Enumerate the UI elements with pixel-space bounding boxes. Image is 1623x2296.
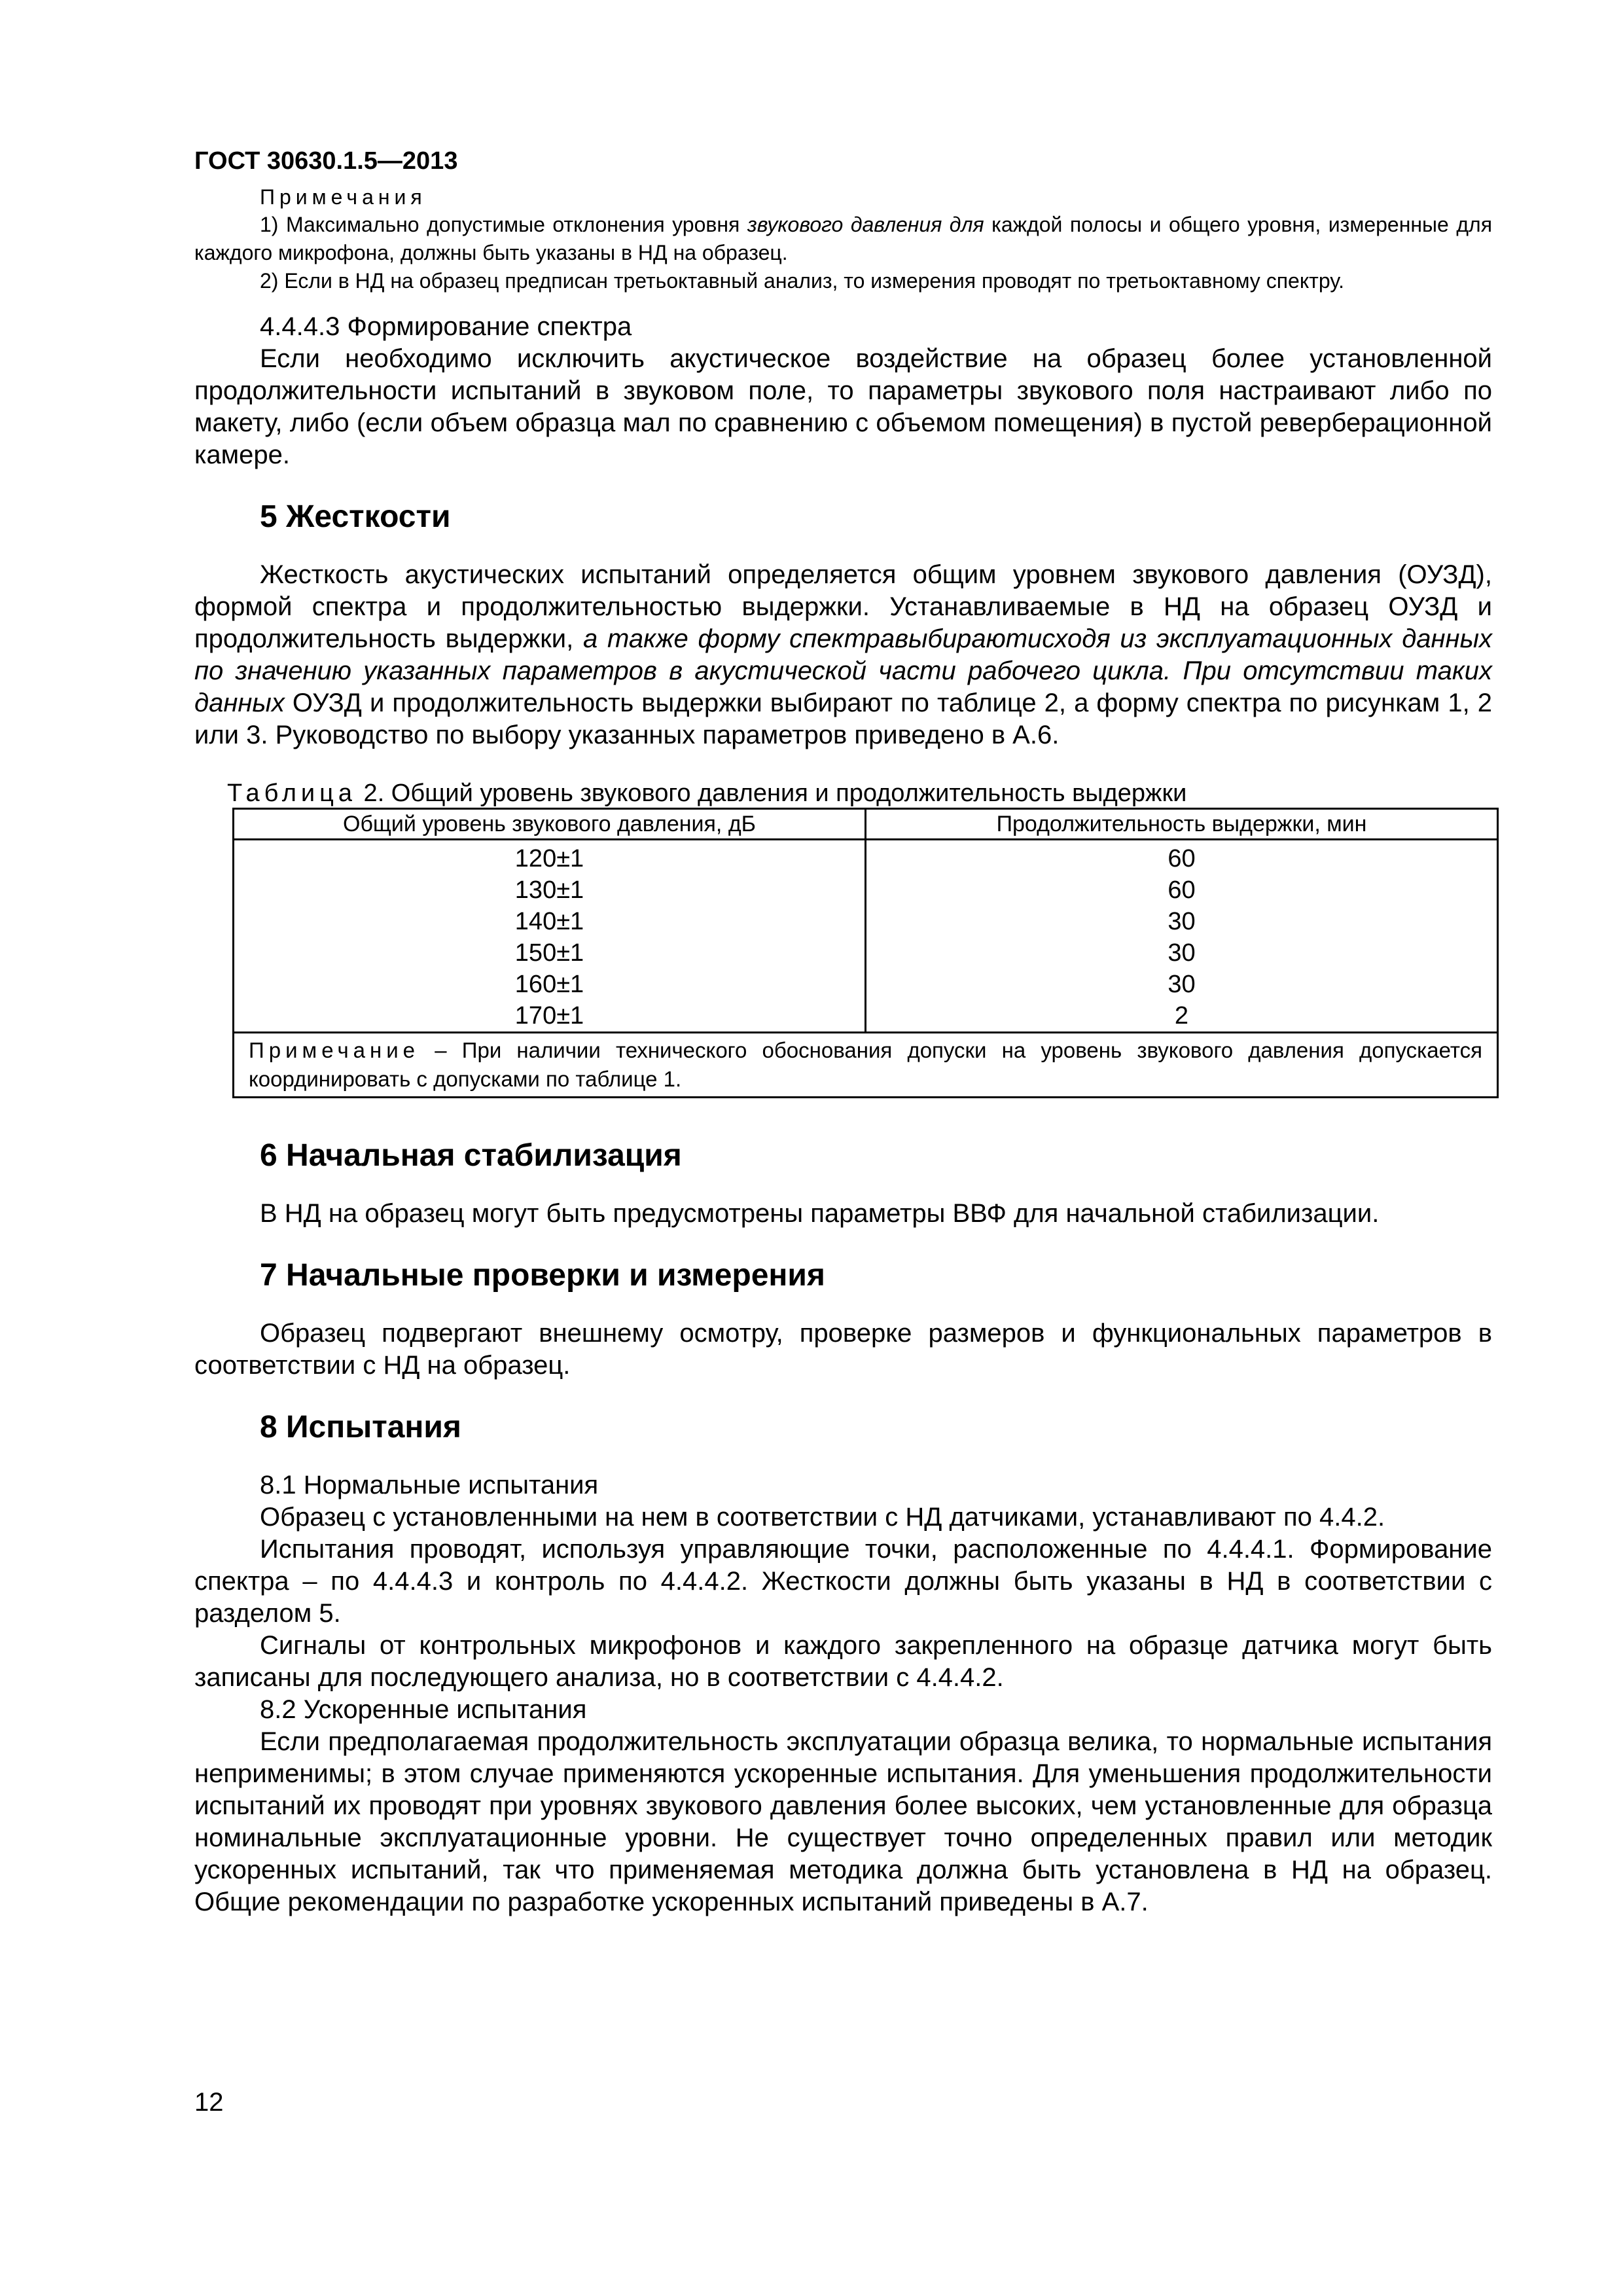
section-6-paragraph: В НД на образец могут быть предусмотрены параметры ВВФ для начальной стабилизации. xyxy=(260,1199,1380,1228)
section-7-heading: 7 Начальные проверки и измерения xyxy=(260,1258,825,1293)
page-number: 12 xyxy=(194,2088,224,2117)
table-cell-duration: 2 xyxy=(866,1000,1498,1033)
notes-title: Примечания xyxy=(260,185,427,209)
section-6-heading: 6 Начальная стабилизация xyxy=(260,1138,682,1173)
table-cell-level: 150±1 xyxy=(234,937,866,969)
table-row xyxy=(234,969,1498,1000)
clause-4443-title: 4.4.4.3 Формирование спектра xyxy=(260,312,632,341)
document-header: ГОСТ 30630.1.5—2013 xyxy=(194,147,458,175)
table-cell-level: 120±1 xyxy=(234,840,866,875)
clause-82-title: 8.2 Ускоренные испытания xyxy=(260,1695,587,1724)
table-cell-duration: 60 xyxy=(866,874,1498,906)
clause-4443-text: Если необходимо исключить акустическое воздействие на образец более установленной продолжительности испытаний в звуковом поле, то параметры звукового поля настраивают либо по макету, либо (если объем образца мал по сравнению с объемом помещения) в пустой реверберационной камере. xyxy=(194,344,1492,469)
section-5-paragraph: Жесткость акустических испытаний определяется общим уровнем звукового давления (ОУЗД), формой спектра и продолжительностью выдержки. Устанавливаемые в НД на образец ОУЗД и продолжительность выдержки, а также форму спектравыбираютисходя из эксплуатационных данных по значению указанных параметров в акустической части рабочего цикла. При отсутствии таких данных ОУЗД и продолжительность выдержки выбирают по таблице 2, а форму спектра по рисункам 1, 2 или 3. Руководство по выбору указанных параметров приведено в А.6. xyxy=(194,560,1493,749)
table-cell-level: 160±1 xyxy=(234,969,866,1000)
section-8-p4: Если предполагаемая продолжительность эксплуатации образца велика, то нормальные испытания неприменимы; в этом случае применяются ускоренные испытания. Для уменьшения продолжительности испытаний их проводят при уровнях звукового давления более высоких, чем установленные для образца номинальные эксплуатационные уровни. Не существует точно определенных правил или методик ускоренных испытаний, так что применяемая методика должна быть установлена в НД на образец. Общие рекомендации по разработке ускоренных испытаний приведены в А.7. xyxy=(194,1727,1492,1916)
table-row xyxy=(234,874,1498,906)
table-cell-level: 170±1 xyxy=(234,1000,866,1033)
section-8-p3: Сигналы от контрольных микрофонов и каждого закрепленного на образце датчика могут быть записаны для последующего анализа, но в соответствии с 4.4.4.2. xyxy=(194,1631,1492,1692)
table-row xyxy=(234,906,1498,937)
table-cell-level: 140±1 xyxy=(234,906,866,937)
table-cell-duration: 30 xyxy=(866,937,1498,969)
section-7-paragraph: Образец подвергают внешнему осмотру, проверке размеров и функциональных параметров в соответствии с НД на образец. xyxy=(194,1319,1492,1380)
clause-81-title: 8.1 Нормальные испытания xyxy=(260,1471,599,1499)
note-2: 2) Если в НД на образец предписан третьоктавный анализ, то измерения проводят по третьоктавному спектру. xyxy=(260,269,1344,293)
document-page xyxy=(194,147,1492,1918)
note-1: 1) Максимально допустимые отклонения уровня звукового давления для каждой полосы и общего уровня, измеренные для каждого микрофона, должны быть указаны в НД на образец. xyxy=(194,213,1493,264)
table-cell-duration: 60 xyxy=(866,840,1498,875)
table-cell-duration: 30 xyxy=(866,969,1498,1000)
table-2 xyxy=(232,808,1499,1098)
table-row xyxy=(234,840,1498,875)
table-row xyxy=(234,937,1498,969)
section-5-heading: 5 Жесткости xyxy=(260,499,451,534)
table-2-col-level: Общий уровень звукового давления, дБ xyxy=(234,809,866,840)
section-8-p1: Образец с установленными на нем в соответствии с НД датчиками, устанавливают по 4.4.2. xyxy=(260,1503,1385,1532)
table-cell-level: 130±1 xyxy=(234,874,866,906)
table-2-caption: Таблица 2. Общий уровень звукового давления и продолжительность выдержки xyxy=(227,780,1187,807)
table-2-note: Примечание – При наличии технического обоснования допуски на уровень звукового давления допускается координировать с допусками по таблице 1. xyxy=(234,1033,1498,1098)
section-8-p2: Испытания проводят, используя управляющие точки, расположенные по 4.4.4.1. Формирование спектра – по 4.4.4.3 и контроль по 4.4.4.2. Жесткости должны быть указаны в НД в соответствии с разделом 5. xyxy=(194,1535,1492,1628)
table-row xyxy=(234,1000,1498,1033)
table-cell-duration: 30 xyxy=(866,906,1498,937)
table-2-col-duration: Продолжительность выдержки, мин xyxy=(866,809,1498,840)
section-8-heading: 8 Испытания xyxy=(260,1410,461,1444)
